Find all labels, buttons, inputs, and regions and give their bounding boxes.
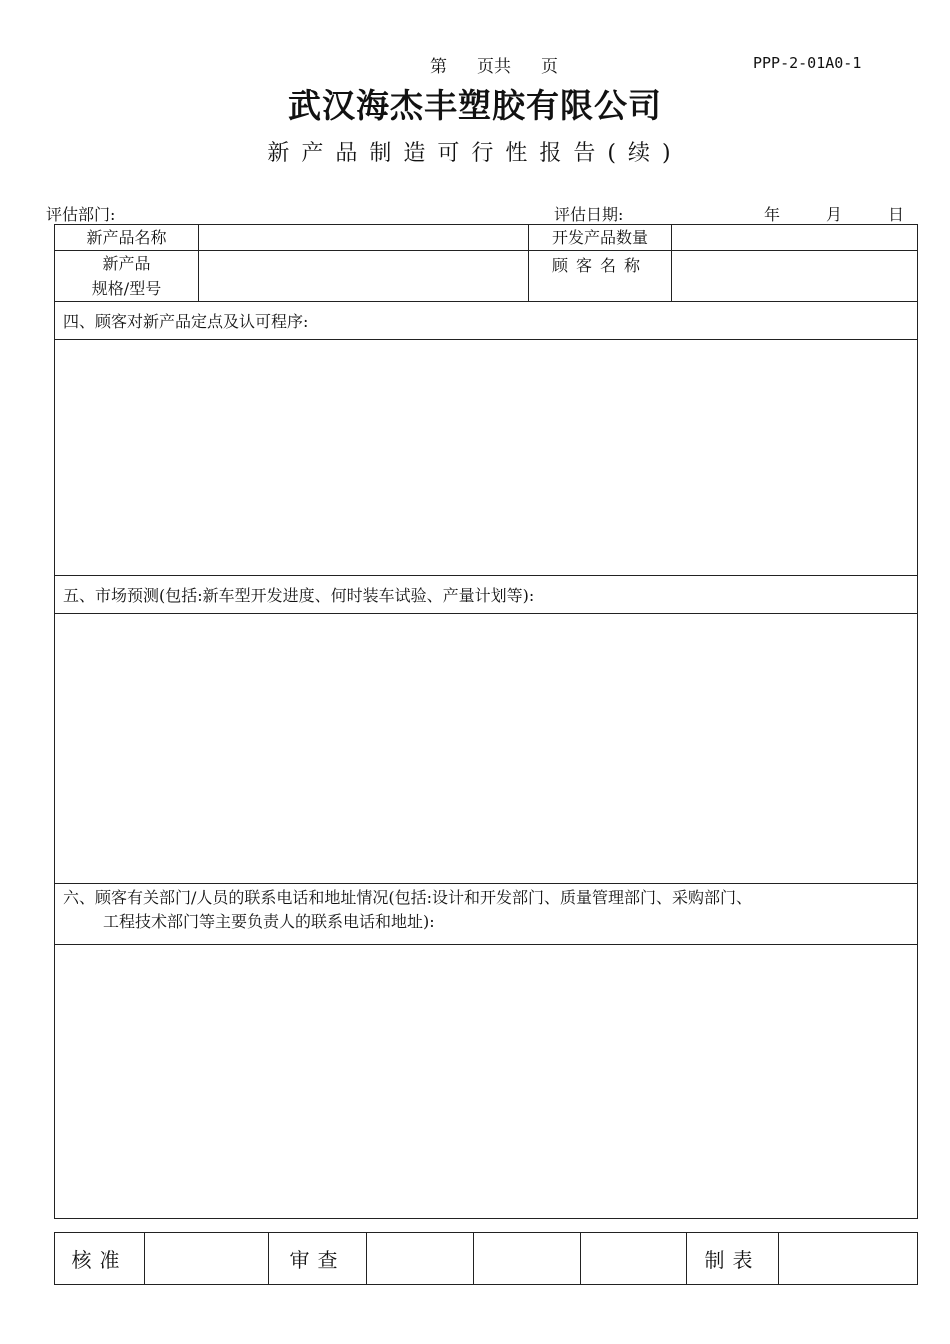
quantity-field[interactable] (672, 225, 918, 251)
section-6-title (55, 884, 918, 945)
prepare-signature-field[interactable] (779, 1233, 918, 1285)
prepare-label: 制表 (687, 1233, 779, 1285)
review-label: 审查 (269, 1233, 367, 1285)
document-code: PPP-2-01A0-1 (753, 54, 862, 72)
eval-dept-label: 评估部门: (46, 205, 116, 224)
section-5-title: 五、市场预测(包括:新车型开发进度、何时装车试验、产量计划等): (55, 576, 918, 614)
customer-field[interactable] (672, 251, 918, 302)
eval-date-units (764, 202, 904, 225)
year-label: 年 (764, 205, 781, 224)
section-6-title-line1: 六、顾客有关部门/人员的联系电话和地址情况(包括:设计和开发部门、质量管理部门、采购部门、 (63, 888, 753, 907)
page-no-prefix: 第 (430, 57, 447, 77)
day-label: 日 (887, 205, 904, 224)
spec-label-line1: 新产品 (102, 254, 151, 273)
month-label: 月 (825, 205, 842, 224)
approve-signature-field[interactable] (145, 1233, 269, 1285)
company-name: 武汉海杰丰塑胶有限公司 (288, 86, 662, 125)
report-form (54, 224, 918, 1219)
page-no-middle: 页共 (477, 57, 511, 77)
spec-label (55, 251, 199, 302)
section-4-content[interactable] (55, 340, 918, 576)
page-number (430, 52, 558, 77)
product-name-field[interactable] (199, 225, 529, 251)
eval-date-label: 评估日期: (554, 205, 624, 224)
customer-label: 顾客名称 (529, 251, 672, 302)
review-signature-field-1[interactable] (367, 1233, 474, 1285)
section-6-content[interactable] (55, 945, 918, 1219)
review-signature-field-2[interactable] (474, 1233, 581, 1285)
product-name-label: 新产品名称 (55, 225, 199, 251)
approve-label: 核准 (55, 1233, 145, 1285)
review-signature-field-3[interactable] (581, 1233, 687, 1285)
section-6-title-line2: 工程技术部门等主要负责人的联系电话和地址): (103, 912, 435, 931)
spec-label-line2: 规格/型号 (91, 279, 162, 298)
spec-field[interactable] (199, 251, 529, 302)
report-subtitle: 新产品制造可行性报告(续) (267, 141, 683, 166)
section-5-content[interactable] (55, 614, 918, 884)
section-4-title: 四、顾客对新产品定点及认可程序: (55, 302, 918, 340)
signoff-table (54, 1232, 918, 1285)
page-no-suffix: 页 (541, 57, 558, 77)
quantity-label: 开发产品数量 (529, 225, 672, 251)
